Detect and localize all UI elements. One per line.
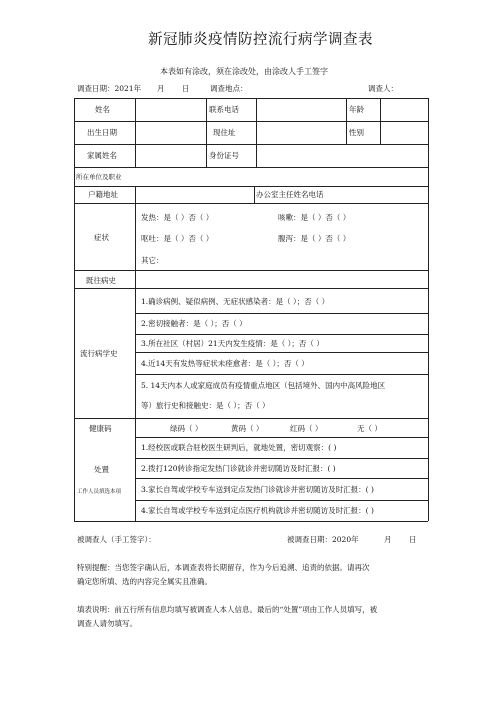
household-address-label: 户籍地址 (88, 190, 118, 199)
id-number-label: 身份证号 (209, 151, 239, 160)
epidemiology-label: 流行病学史 (80, 349, 118, 358)
other-symptoms-label: 其它： (141, 256, 164, 265)
disposal-item-2[interactable]: 2.拨打120转诊指定发热门诊就诊并密切随访及时汇报：( ) (141, 464, 336, 473)
age-field[interactable] (382, 100, 426, 119)
gender-field[interactable] (382, 123, 426, 142)
vomit-option[interactable]: 呕吐：是（ ）否（ ） (141, 234, 214, 243)
epi-item-3[interactable]: 3.所在社区（村居）21天内发生疫情：是（ ）；否（ ） (141, 339, 324, 348)
cough-option[interactable]: 咳嗽：是（ ）否（ ） (278, 213, 351, 222)
gender-label: 性别 (349, 128, 364, 137)
disposal-item-4[interactable]: 4.家长自驾或学校专车送到定点医疗机构就诊并密切随访及时汇报：( ) (141, 506, 374, 515)
no-code-option[interactable]: 无（ ） (357, 424, 382, 433)
symptoms-label: 症状 (94, 233, 109, 242)
reminder-line-2: 确定您所填、选的内容完全属实且准确。 (77, 577, 212, 586)
health-code-label: 健康码 (89, 424, 112, 433)
green-code-option[interactable]: 绿码（ ） (170, 424, 203, 433)
epi-item-2[interactable]: 2.密切接触者：是（ ）；否（ ） (141, 319, 247, 328)
form-subtitle: 本表如有涂改，须在涂改处，由涂改人手工签字 (160, 67, 328, 76)
birth-date-label: 出生日期 (87, 128, 117, 137)
instructions-line-2: 调查人请勿填写。 (77, 619, 137, 628)
disposal-staff-note: 工作人员填选本项 (77, 489, 122, 495)
survey-month-label: 月 (157, 84, 165, 93)
family-name-label: 家属姓名 (87, 151, 117, 160)
epi-item-1[interactable]: 1.确诊病例、疑似病例、无症状感染者：是（ ）；否（ ） (141, 297, 330, 306)
disposal-label: 处置 (94, 465, 109, 474)
survey-date-footer-label: 被调查日期：2020年 (287, 535, 359, 544)
work-unit-field[interactable] (137, 169, 426, 184)
phone-label: 联系电话 (209, 105, 239, 114)
work-unit-label: 所在单位及职业 (76, 173, 122, 181)
medical-history-field[interactable] (137, 272, 426, 286)
medical-history-label: 既往病史 (86, 276, 116, 285)
fever-option[interactable]: 发热：是（ ）否（ ） (141, 213, 214, 222)
yellow-code-option[interactable]: 黄码（ ） (231, 424, 264, 433)
red-code-option[interactable]: 红码（ ） (290, 424, 323, 433)
footer-day-label: 日 (409, 535, 417, 544)
household-address-field[interactable] (137, 188, 252, 201)
family-name-field[interactable] (137, 146, 203, 165)
epi-item-5-cont[interactable]: 等）旅行史和接触史：是（ ）；否（ ） (141, 401, 270, 410)
survey-place-label: 调查地点： (210, 84, 248, 93)
name-field[interactable] (137, 100, 203, 119)
address-field[interactable] (258, 123, 344, 142)
office-director-field[interactable] (345, 188, 426, 201)
epi-item-5[interactable]: 5. 14天内本人或家庭成员有疫情重点地区（包括境外、国内中高风险地区 (141, 381, 386, 390)
survey-date-label: 调查日期：2021年 (77, 84, 142, 93)
birth-date-field[interactable] (137, 123, 203, 142)
footer-month-label: 月 (384, 535, 392, 544)
name-label: 姓名 (95, 105, 110, 114)
diarrhea-option[interactable]: 腹泻：是（ ）否（ ） (278, 234, 351, 243)
phone-field[interactable] (258, 100, 344, 119)
page-title: 新冠肺炎疫情防控流行病学调查表 (148, 32, 373, 48)
signer-label: 被调查人（手工签字）： (77, 535, 156, 544)
survey-day-label: 日 (182, 84, 190, 93)
signer-field[interactable] (160, 532, 270, 546)
address-label: 现住址 (213, 128, 236, 137)
reminder-line-1: 特别提醒：当您签字确认后，本调查表将长期留存，作为今后追溯、追责的依据。请再次 (77, 563, 370, 572)
age-label: 年龄 (349, 105, 364, 114)
investigator-label: 调查人： (368, 84, 398, 93)
epi-item-4[interactable]: 4.近14天有发热等症状未痊愈者：是（ ）；否（ ） (141, 359, 309, 368)
id-number-field[interactable] (258, 146, 426, 165)
disposal-item-1[interactable]: 1.经校医或联合驻校医生研判后，就地处置，密切观察：( ) (141, 443, 337, 452)
disposal-item-3[interactable]: 3.家长自驾或学校专车送到定点发热门诊就诊并密切随访及时汇报：( ) (141, 485, 374, 494)
office-director-label: 办公室主任姓名电话 (256, 190, 324, 199)
instructions-line-1: 填表说明：前五行所有信息均填写被调查人本人信息。最后的“处置”项由工作人员填写，被 (77, 605, 378, 614)
